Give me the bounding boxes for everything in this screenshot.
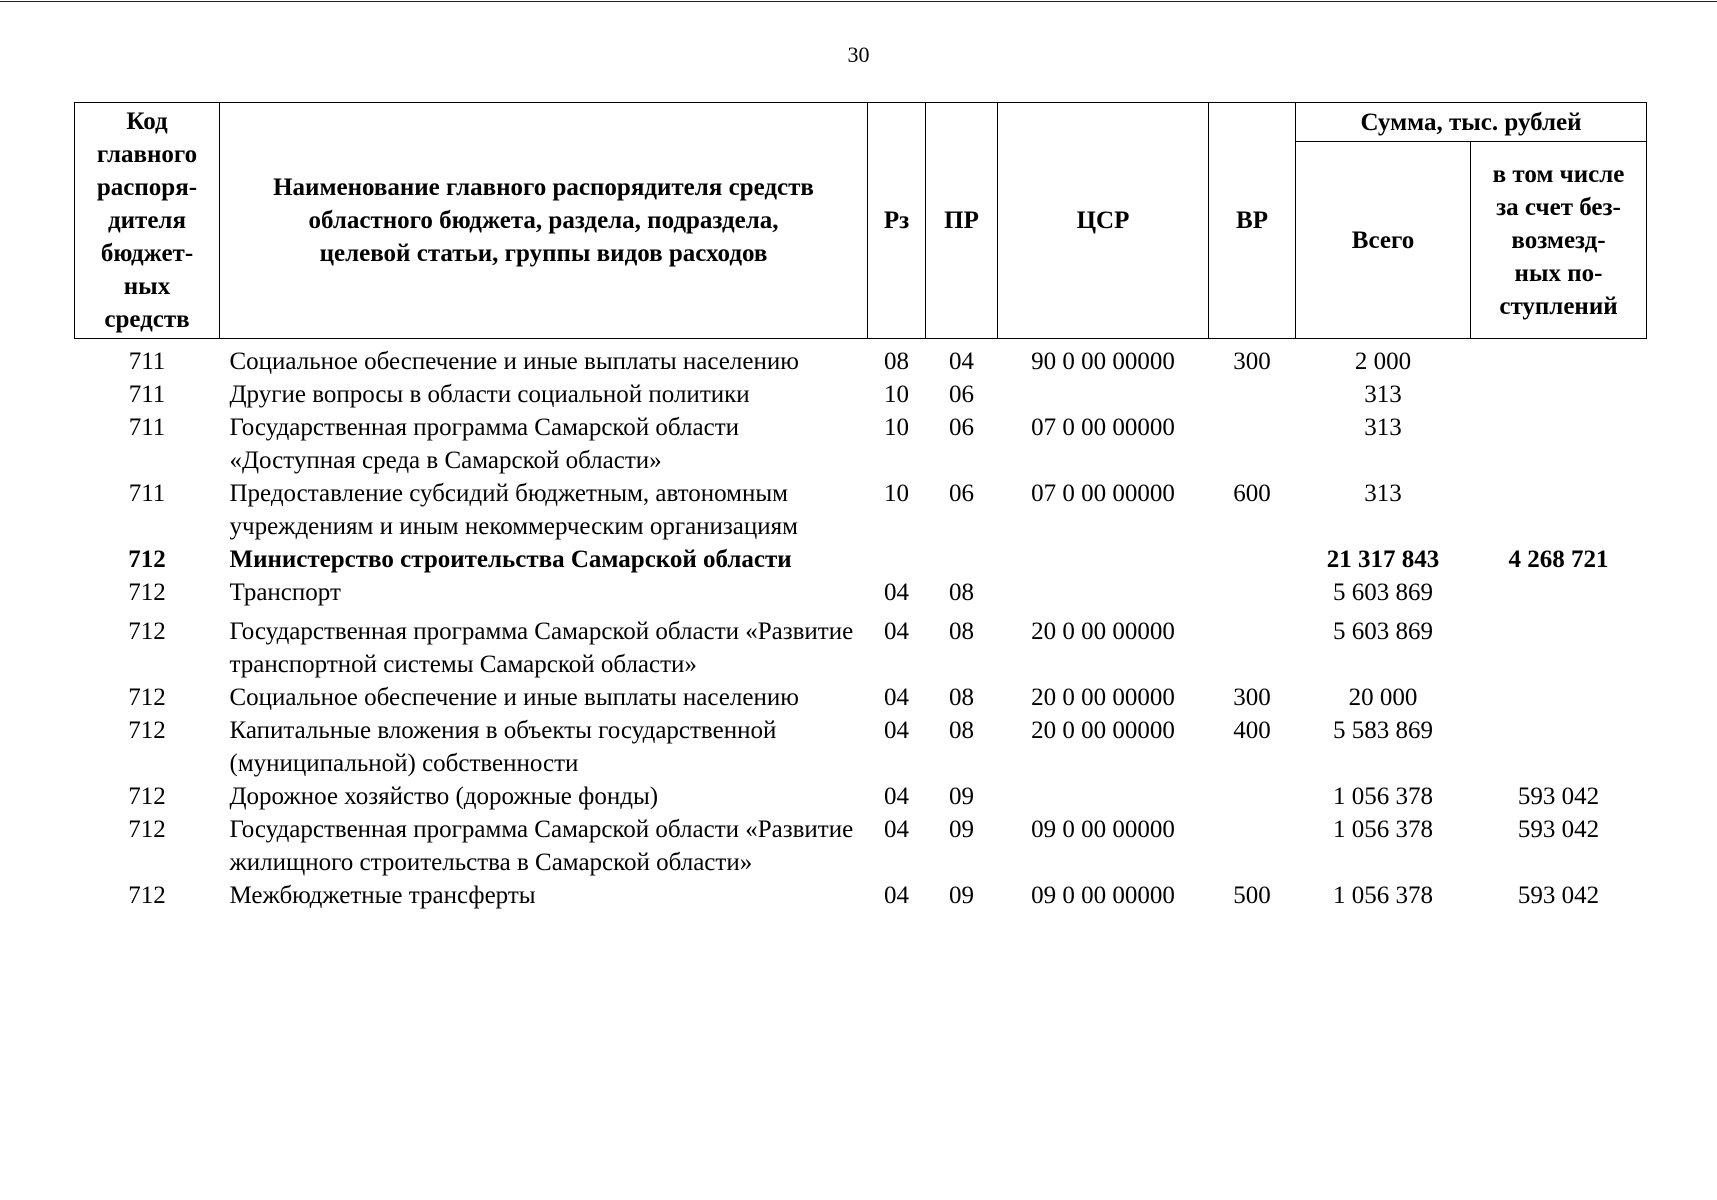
- cell-name: Социальное обеспечение и иные выплаты населению: [229, 348, 799, 375]
- cell-total: 5 603 869: [1333, 618, 1433, 645]
- cell-pr: 09: [949, 882, 974, 909]
- table-row: [75, 339, 1647, 379]
- cell-csr: 20 0 00 00000: [1031, 618, 1175, 645]
- cell-total: 313: [1364, 480, 1402, 507]
- table-row-ministry: [75, 543, 1647, 576]
- cell-name: Государственная программа Самарской области «Доступная среда в Самарской области»: [229, 414, 739, 474]
- cell-code: 711: [128, 414, 166, 441]
- cell-vr: [1209, 609, 1296, 681]
- cell-vr: [1209, 543, 1296, 576]
- table-body: [75, 339, 1647, 913]
- cell-free-receipts: [1471, 378, 1647, 411]
- table-row: [75, 411, 1647, 477]
- cell-vr: [1209, 576, 1296, 609]
- cell-vr: [1209, 411, 1296, 477]
- page-number: 30: [847, 42, 870, 67]
- cell-csr: [998, 543, 1209, 576]
- cell-total: 1 056 378: [1333, 783, 1433, 810]
- cell-code: 711: [128, 381, 166, 408]
- budget-table: [74, 102, 1647, 912]
- table-header: [75, 103, 1647, 339]
- cell-code: 712: [128, 618, 166, 645]
- cell-total: 20 000: [1348, 684, 1418, 711]
- cell-total: 313: [1364, 381, 1402, 408]
- cell-free-receipts: 593 042: [1517, 816, 1600, 843]
- cell-rz: 04: [884, 618, 909, 645]
- cell-free-receipts: [1471, 411, 1647, 477]
- header-name: Наименование главного распорядителя средств областного бюджета, раздела, подраздела, целевой статьи, группы видов расходов: [220, 103, 868, 339]
- cell-csr: 07 0 00 00000: [1031, 414, 1175, 441]
- cell-free-receipts: 4 268 721: [1508, 546, 1609, 573]
- cell-csr: 90 0 00 00000: [1031, 348, 1175, 375]
- cell-csr: 20 0 00 00000: [1031, 684, 1175, 711]
- table-row: [75, 780, 1647, 813]
- cell-csr: [998, 378, 1209, 411]
- cell-pr: 04: [949, 348, 974, 375]
- cell-rz: 08: [884, 348, 909, 375]
- cell-rz: 04: [884, 816, 909, 843]
- cell-csr: 07 0 00 00000: [1031, 480, 1175, 507]
- cell-total: 2 000: [1354, 348, 1412, 375]
- cell-rz: [868, 543, 926, 576]
- cell-csr: 09 0 00 00000: [1031, 882, 1175, 909]
- cell-pr: 06: [949, 480, 974, 507]
- cell-rz: 04: [884, 684, 909, 711]
- cell-code: 712: [128, 783, 166, 810]
- cell-vr: 500: [1233, 882, 1271, 909]
- cell-rz: 10: [884, 414, 909, 441]
- cell-csr: [998, 576, 1209, 609]
- header-vr: ВР: [1209, 103, 1296, 339]
- cell-pr: 08: [949, 717, 974, 744]
- cell-rz: 10: [884, 381, 909, 408]
- cell-total: 313: [1364, 414, 1402, 441]
- table-row: [75, 576, 1647, 609]
- cell-code: 711: [128, 480, 166, 507]
- cell-csr: [998, 780, 1209, 813]
- cell-name: Дорожное хозяйство (дорожные фонды): [229, 783, 659, 810]
- cell-name: Межбюджетные трансферты: [229, 882, 536, 909]
- cell-code: 712: [128, 816, 166, 843]
- cell-pr: 08: [949, 684, 974, 711]
- cell-name: Капитальные вложения в объекты государственной (муниципальной) собственности: [229, 717, 777, 777]
- cell-pr: 06: [949, 381, 974, 408]
- cell-name: Другие вопросы в области социальной политики: [229, 381, 750, 408]
- cell-code: 712: [128, 882, 166, 909]
- header-total: Всего: [1296, 142, 1471, 339]
- cell-total: 1 056 378: [1333, 882, 1433, 909]
- table-row: [75, 714, 1647, 780]
- cell-csr: 09 0 00 00000: [1031, 816, 1175, 843]
- cell-vr: 400: [1233, 717, 1271, 744]
- cell-code: 712: [128, 546, 166, 573]
- cell-pr: 06: [949, 414, 974, 441]
- cell-pr: 08: [949, 579, 974, 606]
- header-rz: Рз: [868, 103, 926, 339]
- cell-csr: 20 0 00 00000: [1031, 717, 1175, 744]
- cell-rz: 04: [884, 579, 909, 606]
- cell-free-receipts: [1471, 477, 1647, 543]
- cell-vr: [1209, 378, 1296, 411]
- table-row: [75, 879, 1647, 912]
- cell-free-receipts: [1471, 681, 1647, 714]
- table-row: [75, 477, 1647, 543]
- cell-vr: [1209, 813, 1296, 879]
- header-sum-group: Сумма, тыс. рублей: [1296, 103, 1647, 142]
- cell-rz: 04: [884, 717, 909, 744]
- cell-vr: 600: [1233, 480, 1271, 507]
- cell-free-receipts: [1471, 576, 1647, 609]
- table-row: [75, 813, 1647, 879]
- cell-free-receipts: 593 042: [1517, 783, 1600, 810]
- table-row: [75, 378, 1647, 411]
- cell-vr: 300: [1233, 348, 1271, 375]
- table-row: [75, 609, 1647, 681]
- header-csr: ЦСР: [998, 103, 1209, 339]
- cell-name: Предоставление субсидий бюджетным, автономным учреждениям и иным некоммерческим организациям: [229, 480, 798, 540]
- cell-total: 5 603 869: [1333, 579, 1433, 606]
- cell-free-receipts: [1471, 609, 1647, 681]
- cell-total: 1 056 378: [1333, 816, 1433, 843]
- cell-pr: 08: [949, 618, 974, 645]
- header-code: Код главного распоря- дителя бюджет- ных средств: [75, 103, 220, 339]
- cell-code: 712: [128, 684, 166, 711]
- header-free-receipts: в том числе за счет без- возмезд- ных по- ступлений: [1471, 142, 1647, 339]
- cell-rz: 04: [884, 783, 909, 810]
- cell-free-receipts: [1471, 339, 1647, 379]
- cell-name: Социальное обеспечение и иные выплаты населению: [229, 684, 799, 711]
- cell-total: 5 583 869: [1333, 717, 1433, 744]
- cell-rz: 04: [884, 882, 909, 909]
- cell-rz: 10: [884, 480, 909, 507]
- cell-name: Транспорт: [229, 579, 341, 606]
- cell-name: Министерство строительства Самарской области: [229, 546, 792, 573]
- header-pr: ПР: [926, 103, 998, 339]
- cell-code: 711: [128, 348, 166, 375]
- cell-code: 712: [128, 717, 166, 744]
- cell-vr: 300: [1233, 684, 1271, 711]
- cell-pr: [926, 543, 998, 576]
- cell-pr: 09: [949, 816, 974, 843]
- cell-free-receipts: [1471, 714, 1647, 780]
- cell-pr: 09: [949, 783, 974, 810]
- top-rule: [0, 1, 1717, 2]
- cell-total: 21 317 843: [1326, 546, 1440, 573]
- cell-name: Государственная программа Самарской области «Развитие жилищного строительства в Самарской области»: [229, 816, 854, 876]
- table-row: [75, 681, 1647, 714]
- cell-vr: [1209, 780, 1296, 813]
- cell-code: 712: [128, 579, 166, 606]
- cell-free-receipts: 593 042: [1517, 882, 1600, 909]
- cell-name: Государственная программа Самарской области «Развитие транспортной системы Самарской области»: [229, 618, 854, 678]
